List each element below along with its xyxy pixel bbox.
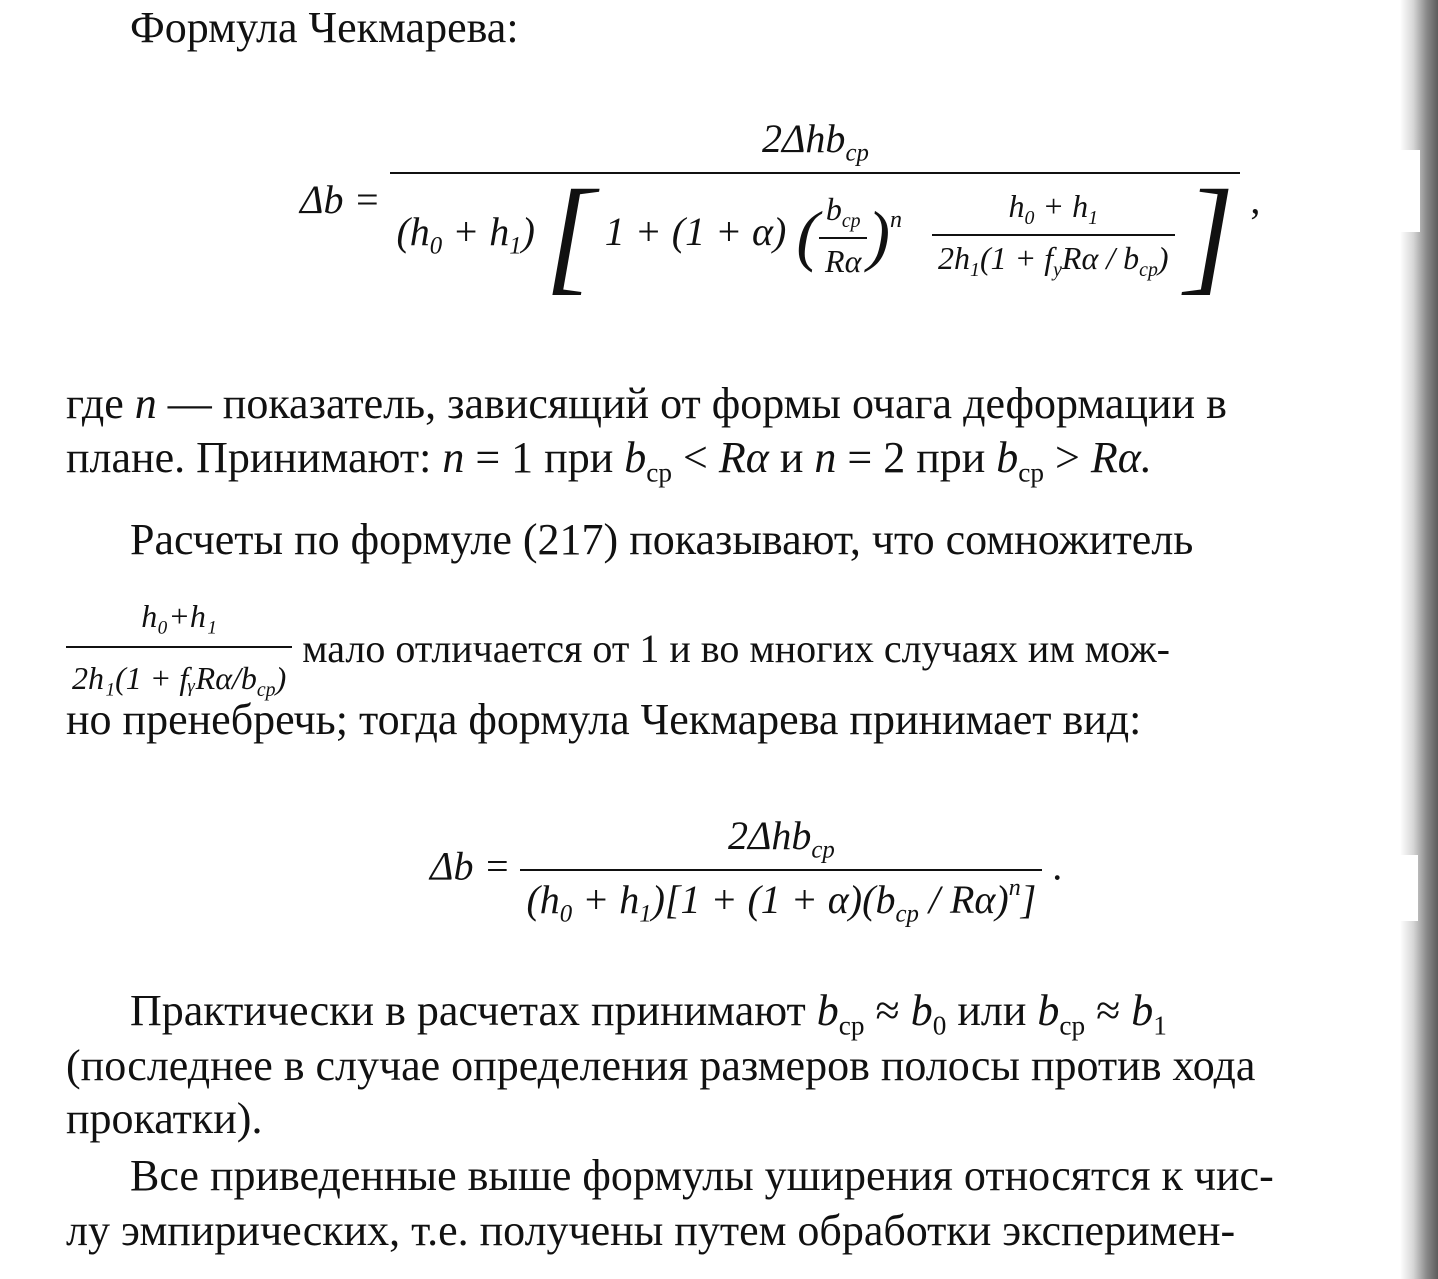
formula1-inner-fraction: $\frac{b_{ср}}{R\alpha}$ [819,191,867,280]
formula1-fraction [390,115,1240,306]
edge-patch [1372,855,1418,921]
para2-line2: $\frac{\text{h₀+h₁}}{2h_1(1 + fᵧR\alpha/b_{ср})}$ мало отличается от 1 и во многих случаях им мож- [66,590,1170,716]
para4-line1: Все приведенные выше формулы уширения относятся к чис- [130,1151,1274,1200]
para3-line3: прокатки). [66,1094,263,1143]
section-heading: Формула Чекмарева: [130,3,519,52]
para4-line2: лу эмпирических, т.е. получены путем обработки эксперимен- [66,1206,1236,1255]
para3-line2: (последнее в случае определения размеров полосы против хода [66,1041,1256,1090]
formula2-fraction: $\frac{2\Delta hb_{ср}}{(h_0 + h_1)[1 + (1 + \alpha)(b_{ср} / R\alpha)^n]}$ [520,812,1042,928]
formula1-second-fraction: $\frac{h_0 + h_1}{2h_1(1 + f_yR\alpha / b_{ср})}$ [932,188,1174,282]
edge-patch [1374,150,1420,232]
para2-inline-fraction: $\frac{\text{h₀+h₁}}{2h_1(1 + fᵧR\alpha/b_{ср})}$ [66,590,292,716]
para3-line1: Практически в расчетах принимают $b_{ср} \approx b_0$ или $b_{ср} \approx b_1$ [130,986,1167,1041]
para2-line1: Расчеты по формуле (217) показывают, что сомножитель [130,515,1194,564]
para1-line1: где n — показатель, зависящий от формы очага деформации в [66,379,1227,428]
formula1-numerator: 2Δhb$_{ср}$ [761,116,869,167]
para2-line3: но пренебречь; тогда формула Чекмарева принимает вид: [66,695,1142,744]
formula-chekmarev-full: Δb = 2Δhb$_{ср}$ $(h_0 + h_1)$ [ 1 + (1 + α) ( $\frac{b_{ср}}{R\alpha}$ )$^n$ $\frac{h_0 + h_1}{2h_1(1 + f_yR\alpha / b_{ср})}$ ] , [300,116,1261,306]
para1-line2: плане. Принимают: n = 1 при $b_{ср} < R\alpha$ и n = 2 при $b_{ср} > R\alpha$. [66,433,1152,488]
formula1-lhs: Δb = [300,177,381,223]
formula1-bracket-close: ] [1184,163,1235,306]
formula1-denominator: $(h_0 + h_1)$ [ 1 + (1 + α) ( $\frac{b_{ср}}{R\alpha}$ )$^n$ $\frac{h_0 + h_1}{2h_1(1 + f_yR\alpha / b_{ср})}$ ] [396,163,1235,306]
formula1-bracket-open: [ [544,163,595,306]
formula-chekmarev-simplified: Δb = $\frac{2\Delta hb_{ср}}{(h_0 + h_1)[1 + (1 + \alpha)(b_{ср} / R\alpha)^n]}$ . [430,813,1063,928]
